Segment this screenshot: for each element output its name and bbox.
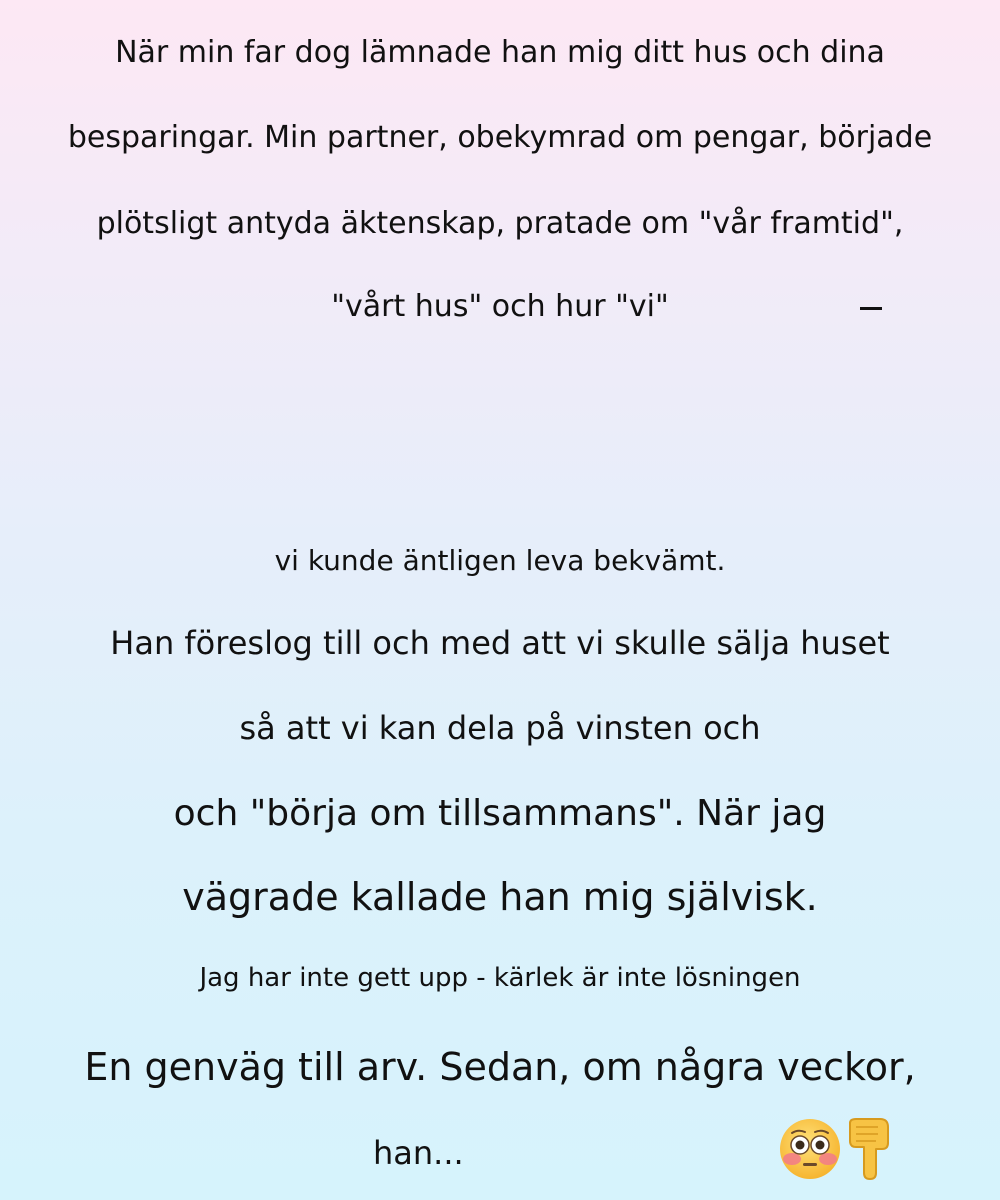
story-line-9: vägrade kallade han mig självisk. — [182, 875, 818, 919]
story-line-11: En genväg till arv. Sedan, om några veckor, — [84, 1045, 916, 1089]
story-line-5: vi kunde äntligen leva bekvämt. — [274, 544, 726, 577]
story-line-4: "vårt hus" och hur "vi" — [331, 289, 669, 324]
story-line-8: och "börja om tillsammans". När jag — [173, 793, 827, 834]
story-line-7: så att vi kan dela på vinsten och — [239, 709, 761, 747]
flushed-face-emoji — [778, 1117, 842, 1181]
story-line-12: han... — [373, 1134, 464, 1172]
story-line-2: besparingar. Min partner, obekymrad om pengar, började — [67, 120, 933, 155]
dash-icon — [860, 307, 882, 310]
story-line-10: Jag har inte gett upp - kärlek är inte lösningen — [199, 963, 801, 993]
pointing-down-emoji — [840, 1117, 896, 1181]
story-line-6: Han föreslog till och med att vi skulle sälja huset — [110, 624, 890, 662]
story-line-1: När min far dog lämnade han mig ditt hus och dina — [115, 35, 885, 70]
story-line-3: plötsligt antyda äktenskap, pratade om "vår framtid", — [96, 206, 904, 241]
